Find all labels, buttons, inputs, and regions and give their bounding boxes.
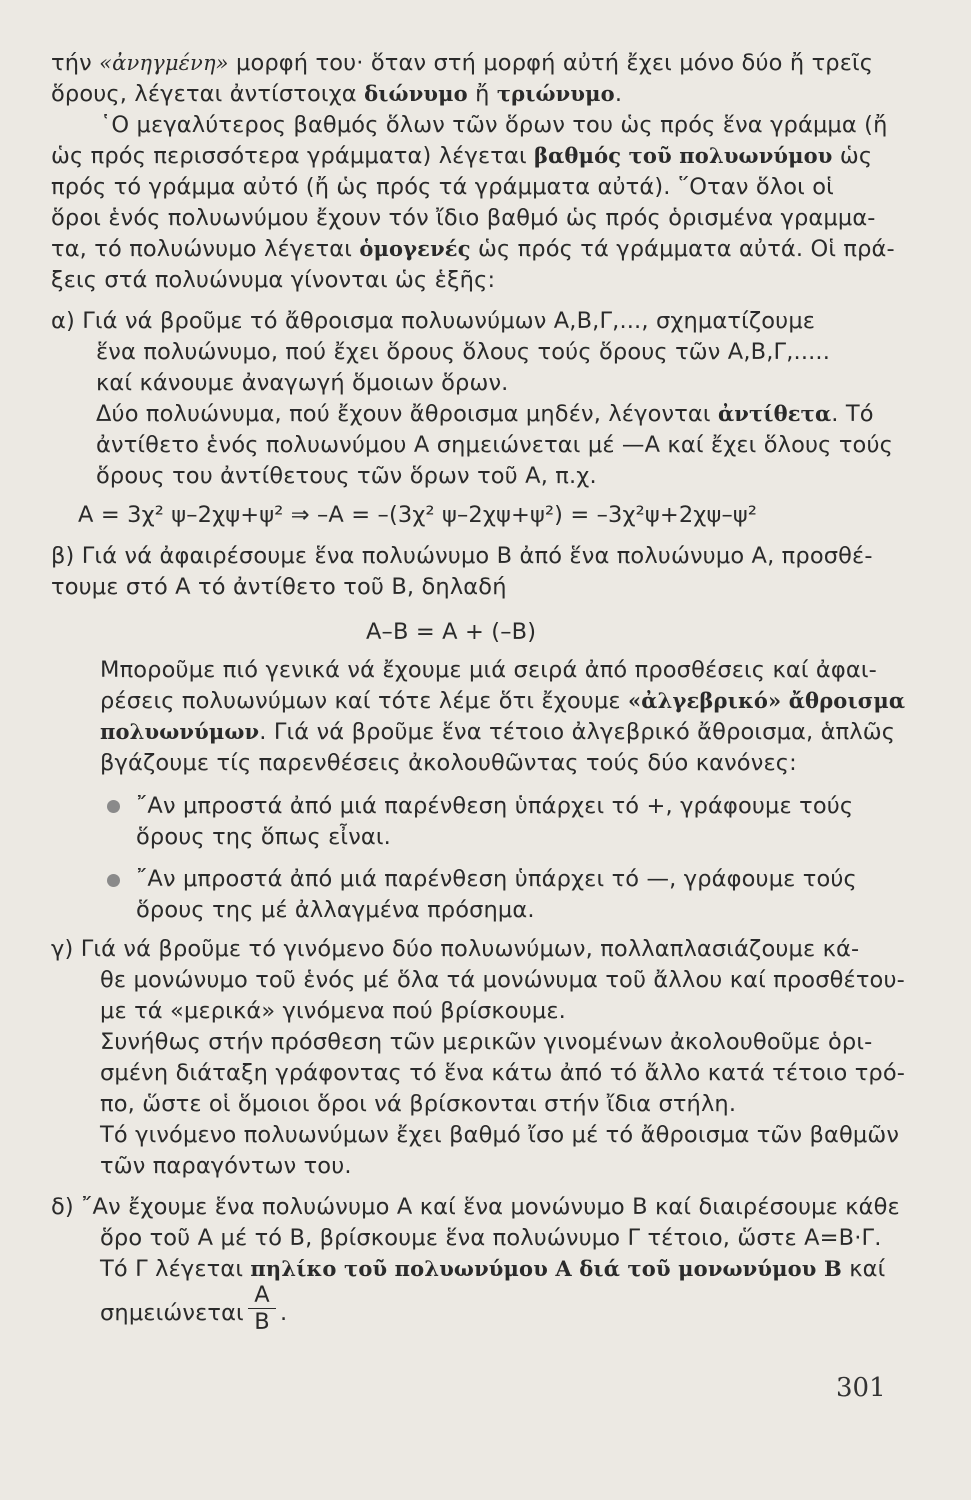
text-line bbox=[51, 1192, 900, 1222]
text-line bbox=[51, 79, 622, 109]
text-line bbox=[100, 717, 895, 747]
text-run: Α–Β = Α + (–Β) bbox=[366, 619, 537, 645]
text-run: ῎Αν μπροστά ἀπό μιά παρένθεση ὑπάρχει τό —, γράφουμε τούς bbox=[136, 866, 857, 892]
text-line bbox=[100, 1058, 905, 1088]
text-run: Τό γινόμενο πολυωνύμων ἔχει βαθμό ἴσο μέ τό ἄθροισμα τῶν βαθμῶν bbox=[100, 1122, 900, 1148]
text-line bbox=[100, 748, 797, 778]
text-line bbox=[136, 822, 391, 852]
text-line bbox=[100, 1223, 882, 1253]
text-run: τα, τό πολυώνυμο λέγεται bbox=[51, 236, 360, 262]
equation bbox=[78, 500, 757, 530]
bullet-icon bbox=[107, 874, 120, 887]
text-run: καί bbox=[841, 1256, 886, 1282]
text-run: σημειώνεται bbox=[100, 1300, 244, 1326]
bold-term: τριώνυμο bbox=[496, 81, 615, 106]
text-line bbox=[100, 1120, 899, 1150]
text-run: βγάζουμε τίς παρενθέσεις ἀκολουθῶντας τούς δύο κανόνες: bbox=[100, 750, 797, 776]
text-run: θε μονώνυμο τοῦ ἑνός μέ ὅλα τά μονώνυμα τοῦ ἄλλου καί προσθέτου- bbox=[100, 967, 905, 993]
text-line bbox=[51, 203, 876, 233]
text-line bbox=[51, 172, 834, 202]
equation bbox=[366, 617, 536, 647]
text-line bbox=[136, 864, 857, 894]
text-run: τουμε στό Α τό ἀντίθετο τοῦ Β, δηλαδή bbox=[51, 574, 507, 600]
text-run: μορφή του· ὅταν στή μορφή αὐτή ἔχει μόνο δύο ἤ τρεῖς bbox=[228, 50, 874, 76]
text-line bbox=[100, 110, 888, 140]
text-line bbox=[100, 965, 905, 995]
text-run: ὡς bbox=[832, 143, 873, 169]
text-line bbox=[100, 1151, 352, 1181]
text-line bbox=[51, 541, 873, 571]
text-line bbox=[51, 234, 895, 264]
text-line bbox=[96, 461, 597, 491]
text-run: Α = 3χ² ψ–2χψ+ψ² ⇒ –Α = –(3χ² ψ–2χψ+ψ²) = –3χ²ψ+2χψ–ψ² bbox=[78, 502, 758, 528]
text-run: σμένη διάταξη γράφοντας τό ἕνα κάτω ἀπό τό ἄλλο κατά τέτοιο τρό- bbox=[100, 1060, 906, 1086]
fraction bbox=[248, 1282, 276, 1335]
bold-term: ὁμογενές bbox=[359, 236, 471, 261]
text-run: ῾Ο μεγαλύτερος βαθμός ὅλων τῶν ὅρων του ὡς πρός ἕνα γράμμα (ἤ bbox=[100, 112, 888, 138]
text-run: με τά «μερικά» γινόμενα πού βρίσκουμε. bbox=[100, 998, 566, 1024]
text-run: β) Γιά νά ἀφαιρέσουμε ἕνα πολυώνυμο Β ἀπό ἕνα πολυώνυμο Α, προσθέ- bbox=[51, 543, 873, 569]
text-run: ὅρους, λέγεται ἀντίστοιχα bbox=[51, 81, 365, 107]
text-run: ὅροι ἑνός πολυωνύμου ἔχουν τόν ἴδιο βαθμό ὡς πρός ὁρισμένα γραμμα- bbox=[51, 205, 876, 231]
text-run: ῎Αν μπροστά ἀπό μιά παρένθεση ὑπάρχει τό +, γράφουμε τούς bbox=[136, 793, 854, 819]
fraction-numerator: Α bbox=[254, 1282, 270, 1308]
text-run: ἕνα πολυώνυμο, πού ἔχει ὅρους ὅλους τούς ὅρους τῶν Α,Β,Γ,..... bbox=[96, 339, 831, 365]
italic-term: «ἀνηγμένη» bbox=[99, 51, 229, 75]
text-line bbox=[100, 1027, 872, 1057]
text-line bbox=[51, 934, 859, 964]
text-line bbox=[100, 1254, 885, 1284]
text-run: τῶν παραγόντων του. bbox=[100, 1153, 352, 1179]
fraction-denominator: Β bbox=[254, 1309, 270, 1335]
text-line bbox=[100, 996, 566, 1026]
text-run: πο, ὥστε οἱ ὅμοιοι ὅροι νά βρίσκονται στήν ἴδια στήλη. bbox=[100, 1091, 737, 1117]
text-run: ὅρους της ὅπως εἶναι. bbox=[136, 824, 391, 850]
text-run: . bbox=[280, 1300, 288, 1326]
text-line bbox=[280, 1298, 287, 1328]
text-run: ἀντίθετο ἑνός πολυωνύμου Α σημειώνεται μέ —Α καί ἔχει ὅλους τούς bbox=[96, 432, 893, 458]
bold-term: διώνυμο bbox=[364, 81, 468, 106]
text-line bbox=[51, 265, 495, 295]
text-line bbox=[51, 141, 872, 171]
text-line bbox=[100, 686, 905, 716]
text-run: . bbox=[614, 81, 623, 107]
text-run: δ) ῎Αν ἔχουμε ἕνα πολυώνυμο Α καί ἕνα μονώνυμο Β καί διαιρέσουμε κάθε bbox=[51, 1194, 900, 1220]
text-line bbox=[100, 1089, 736, 1119]
bullet-icon bbox=[107, 800, 120, 813]
text-run: ξεις στά πολυώνυμα γίνονται ὡς ἑξῆς: bbox=[51, 267, 496, 293]
text-run: Δύο πολυώνυμα, πού ἔχουν ἄθροισμα μηδέν, λέγονται bbox=[96, 401, 718, 427]
text-run: Μποροῦμε πιό γενικά νά ἔχουμε μιά σειρά ἀπό προσθέσεις καί ἀφαι- bbox=[100, 657, 877, 683]
text-line bbox=[96, 337, 830, 367]
text-run: πρός τό γράμμα αὐτό (ἤ ὡς πρός τά γράμματα αὐτά). ῞Οταν ὅλοι οἱ bbox=[51, 174, 834, 200]
page-number: 301 bbox=[836, 1373, 886, 1403]
bold-term: πηλίκο τοῦ πολυωνύμου Α διά τοῦ μονωνύμου Β bbox=[250, 1256, 842, 1281]
text-run: α) Γιά νά βροῦμε τό ἄθροισμα πολυωνύμων Α,Β,Γ,..., σχηματίζουμε bbox=[51, 308, 816, 334]
text-run: ρέσεις πολυωνύμων καί τότε λέμε ὅτι ἔχουμε bbox=[100, 688, 629, 714]
text-run: ὡς πρός τά γράμματα αὐτά. Οἱ πρά- bbox=[470, 236, 895, 262]
text-line bbox=[96, 399, 874, 429]
text-run: . Γιά νά βροῦμε ἕνα τέτοιο ἀλγεβρικό ἄθροισμα, ἁπλῶς bbox=[259, 719, 896, 745]
text-run: ὅρο τοῦ Α μέ τό Β, βρίσκουμε ἕνα πολυώνυμο Γ τέτοιο, ὥστε Α=Β·Γ. bbox=[100, 1225, 882, 1251]
bold-term: πολυωνύμων bbox=[100, 719, 260, 744]
text-line bbox=[51, 48, 873, 78]
text-line bbox=[96, 368, 508, 398]
text-run: τήν bbox=[51, 50, 100, 76]
text-run: καί κάνουμε ἀναγωγή ὅμοιων ὅρων. bbox=[96, 370, 509, 396]
bold-term: ἀντίθετα bbox=[717, 401, 832, 426]
text-run: Τό Γ λέγεται bbox=[100, 1256, 251, 1282]
text-run: . Τό bbox=[831, 401, 874, 427]
text-run: ὅρους του ἀντίθετους τῶν ὅρων τοῦ Α, π.χ. bbox=[96, 463, 597, 489]
text-run: γ) Γιά νά βροῦμε τό γινόμενο δύο πολυωνύμων, πολλαπλασιάζουμε κά- bbox=[51, 936, 860, 962]
text-run: ὅρους της μέ ἀλλαγμένα πρόσημα. bbox=[136, 897, 535, 923]
text-line bbox=[51, 572, 507, 602]
bold-term: βαθμός τοῦ πολυωνύμου bbox=[534, 143, 833, 168]
text-line bbox=[96, 430, 893, 460]
text-run: ἤ bbox=[467, 81, 497, 107]
text-line bbox=[51, 306, 815, 336]
text-line bbox=[136, 791, 853, 821]
text-run: ὡς πρός περισσότερα γράμματα) λέγεται bbox=[51, 143, 535, 169]
text-run: Συνήθως στήν πρόσθεση τῶν μερικῶν γινομένων ἀκολουθοῦμε ὁρι- bbox=[100, 1029, 873, 1055]
text-line bbox=[136, 895, 535, 925]
bold-term: «ἀλγεβρικό» ἄθροισμα bbox=[628, 688, 906, 713]
text-line bbox=[100, 1298, 244, 1328]
text-line bbox=[100, 655, 877, 685]
